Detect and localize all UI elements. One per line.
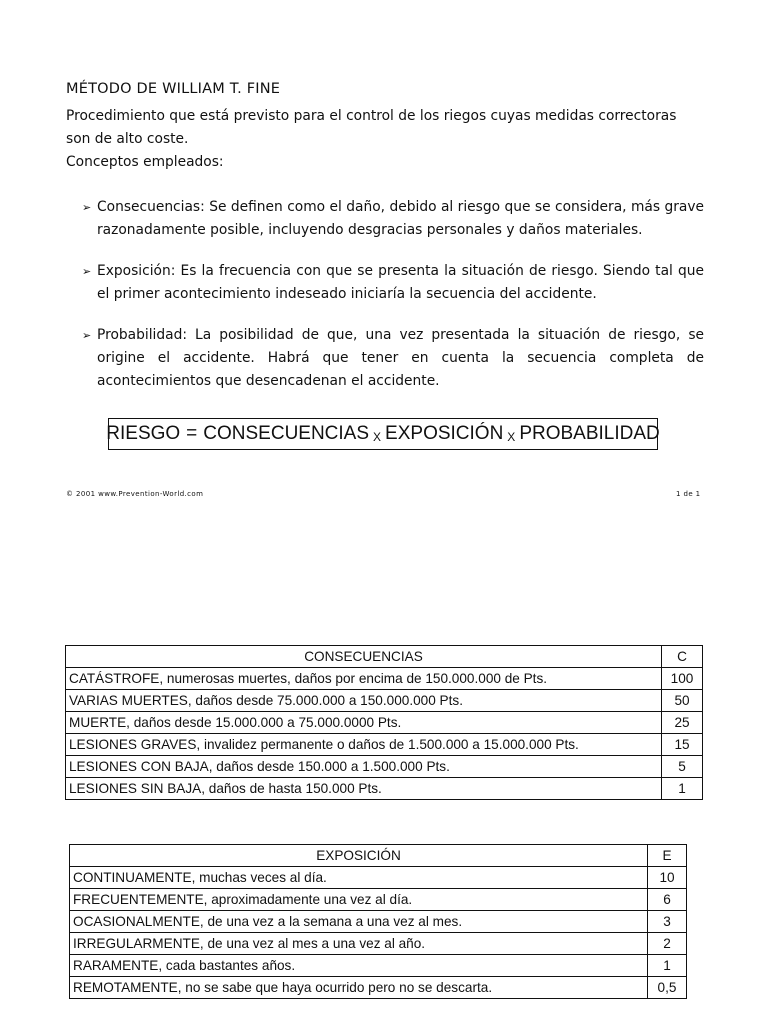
- row-description: LESIONES GRAVES, invalidez permanente o daños de 1.500.000 a 15.000.000 Pts.: [66, 734, 662, 756]
- column-header: EXPOSICIÓN: [70, 845, 648, 867]
- table-row: [66, 690, 703, 712]
- concept-item-consecuencias: [82, 196, 704, 242]
- row-description: LESIONES CON BAJA, daños desde 150.000 a 1.500.000 Pts.: [66, 756, 662, 778]
- concept-item-exposicion: [82, 260, 704, 306]
- table-row: [70, 955, 687, 977]
- consecuencias-table: [65, 645, 703, 800]
- column-header: CONSECUENCIAS: [66, 646, 662, 668]
- formula-times: X: [373, 430, 382, 444]
- arrow-bullet-icon: ➢: [82, 265, 92, 278]
- column-header: E: [648, 845, 687, 867]
- table-row: [66, 734, 703, 756]
- formula-equals: =: [186, 423, 198, 444]
- intro-line: Procedimiento que está previsto para el control de los riegos cuyas medidas correctoras: [66, 108, 677, 124]
- arrow-bullet-icon: ➢: [82, 329, 92, 342]
- row-description: VARIAS MUERTES, daños desde 75.000.000 a 150.000.000 Pts.: [66, 690, 662, 712]
- row-description: REMOTAMENTE, no se sabe que haya ocurrido pero no se descarta.: [70, 977, 648, 999]
- row-description: LESIONES SIN BAJA, daños de hasta 150.000 Pts.: [66, 778, 662, 800]
- concept-list: [82, 196, 704, 411]
- table-row: [66, 712, 703, 734]
- row-description: RARAMENTE, cada bastantes años.: [70, 955, 648, 977]
- row-value: 0,5: [648, 977, 687, 999]
- footer-copyright: © 2001 www.Prevention-World.com: [66, 490, 204, 498]
- risk-formula-box: [108, 418, 658, 450]
- table-row: [66, 756, 703, 778]
- row-value: 10: [648, 867, 687, 889]
- row-value: 6: [648, 889, 687, 911]
- row-description: MUERTE, daños desde 15.000.000 a 75.000.0000 Pts.: [66, 712, 662, 734]
- table-row: [70, 933, 687, 955]
- row-value: 2: [648, 933, 687, 955]
- row-description: IRREGULARMENTE, de una vez al mes a una vez al año.: [70, 933, 648, 955]
- intro-text: [66, 105, 706, 174]
- concept-text: Probabilidad: La posibilidad de que, una vez presentada la situación de riesgo, se origine el accidente. Habrá que tener en cuenta la secuencia completa de acontecimientos que desencadenan el accidente.: [97, 327, 704, 389]
- row-value: 100: [662, 668, 703, 690]
- concept-item-probabilidad: [82, 324, 704, 393]
- row-value: 3: [648, 911, 687, 933]
- row-value: 15: [662, 734, 703, 756]
- row-value: 25: [662, 712, 703, 734]
- exposicion-table: [69, 844, 687, 999]
- row-value: 50: [662, 690, 703, 712]
- arrow-bullet-icon: ➢: [82, 201, 92, 214]
- column-header: C: [662, 646, 703, 668]
- table-header-row: [66, 646, 703, 668]
- table-row: [66, 778, 703, 800]
- formula-times: X: [507, 430, 516, 444]
- row-value: 1: [648, 955, 687, 977]
- table-header-row: [70, 845, 687, 867]
- intro-line: Conceptos empleados:: [66, 154, 224, 170]
- row-description: CATÁSTROFE, numerosas muertes, daños por encima de 150.000.000 de Pts.: [66, 668, 662, 690]
- concept-text: Exposición: Es la frecuencia con que se presenta la situación de riesgo. Siendo tal que el primer acontecimiento indeseado iniciaría la secuencia del accidente.: [97, 263, 704, 302]
- formula-riesgo: RIESGO: [106, 423, 181, 444]
- row-value: 5: [662, 756, 703, 778]
- row-value: 1: [662, 778, 703, 800]
- document-title: MÉTODO DE WILLIAM T. FINE: [66, 81, 281, 97]
- formula-consecuencias: CONSECUENCIAS: [203, 423, 370, 444]
- concept-text: Consecuencias: Se definen como el daño, debido al riesgo que se considera, más grave razonadamente posible, incluyendo desgracias personales y daños materiales.: [97, 199, 704, 238]
- footer-page-number: 1 de 1: [676, 490, 701, 498]
- table-row: [70, 867, 687, 889]
- formula-probabilidad: PROBABILIDAD: [519, 423, 660, 444]
- table-row: [70, 977, 687, 999]
- formula-exposicion: EXPOSICIÓN: [385, 423, 504, 444]
- intro-line: son de alto coste.: [66, 131, 189, 147]
- table-row: [70, 889, 687, 911]
- table-row: [66, 668, 703, 690]
- row-description: CONTINUAMENTE, muchas veces al día.: [70, 867, 648, 889]
- row-description: FRECUENTEMENTE, aproximadamente una vez al día.: [70, 889, 648, 911]
- row-description: OCASIONALMENTE, de una vez a la semana a una vez al mes.: [70, 911, 648, 933]
- table-row: [70, 911, 687, 933]
